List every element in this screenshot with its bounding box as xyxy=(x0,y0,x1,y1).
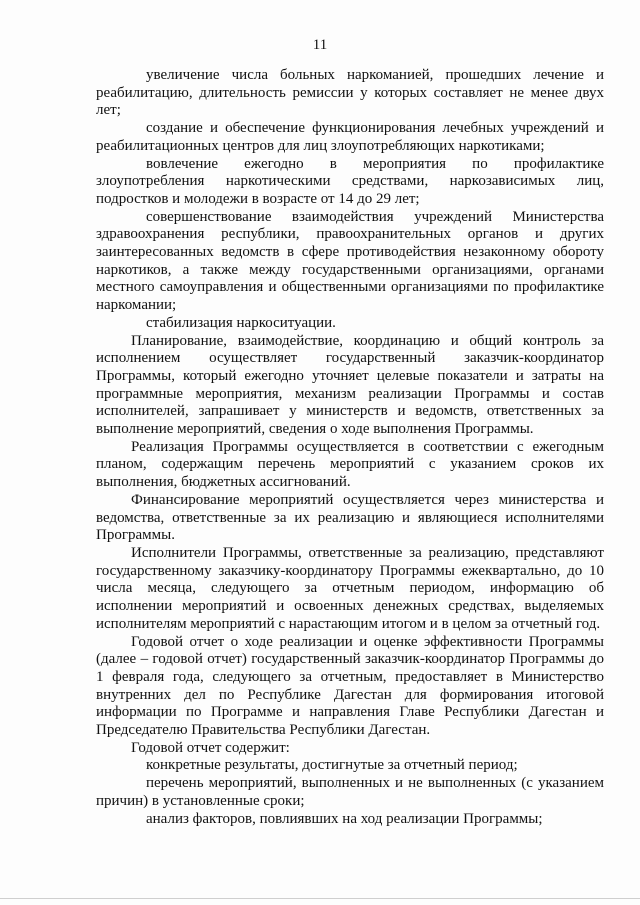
paragraph: конкретные результаты, достигнутые за отчетный период; xyxy=(146,757,518,774)
paragraph: Реализация Программы осуществляется в соответствии с ежегодным планом, содержащим перечень мероприятий с указанием сроков их выполнения, бюджетных ассигнований. xyxy=(96,438,604,491)
paragraph: создание и обеспечение функционирования лечебных учреждений и реабилитационных центров для лиц злоупотребляющих наркотиками; xyxy=(96,120,604,154)
page-number: 11 xyxy=(312,37,328,53)
document-body xyxy=(96,67,604,828)
paragraph: Годовой отчет содержит: xyxy=(131,739,290,756)
paragraph: перечень мероприятий, выполненных и не выполненных (с указанием причин) в установленные сроки; xyxy=(96,775,604,809)
paragraph: Исполнители Программы, ответственные за реализацию, представляют государственному заказчику-координатору Программы ежеквартально, до 10 числа месяца, следующего за отчетным периодом, информацию об исполнении мероприятий и освоенных денежных средствах, выделяемых исполнителям мероприятий с нарастающим итогом и в целом за отчетный год. xyxy=(96,544,604,632)
paragraph: совершенствование взаимодействия учреждений Министерства здравоохранения республики, правоохранительных органов и других заинтересованных ведомств в сфере противодействия незаконному обороту наркотиков, а также между государственными организациями, органами местного самоуправления и общественными организациями по профилактике наркомании; xyxy=(96,208,604,314)
paragraph: анализ факторов, повлиявших на ход реализации Программы; xyxy=(146,810,543,827)
paragraph: Годовой отчет о ходе реализации и оценке эффективности Программы (далее – годовой отчет) государственный заказчик-координатор Программы до 1 февраля года, следующего за отчетным, предоставляет в Министерство внутренних дел по Республике Дагестан для формирования итоговой информации по Программе и направления Главе Республики Дагестан и Председателю Правительства Республики Дагестан. xyxy=(96,633,604,739)
paragraph: Финансирование мероприятий осуществляется через министерства и ведомства, ответственные за их реализацию и являющиеся исполнителями Программы. xyxy=(96,491,604,544)
paragraph: вовлечение ежегодно в мероприятия по профилактике злоупотребления наркотическими средствами, наркозависимых лиц, подростков и молодежи в возрасте от 14 до 29 лет; xyxy=(96,155,604,207)
paragraph: увеличение числа больных наркоманией, прошедших лечение и реабилитацию, длительность ремиссии у которых составляет не менее двух лет; xyxy=(96,67,604,119)
paragraph: стабилизация наркоситуации. xyxy=(146,314,336,331)
scan-edge-line xyxy=(0,898,640,899)
paragraph: Планирование, взаимодействие, координацию и общий контроль за исполнением осуществляет государственный заказчик-координатор Программы, который ежегодно уточняет целевые показатели и затраты на программные мероприятия, механизм реализации Программы и состав исполнителей, запрашивает у министерств и ведомств, ответственных за выполнение мероприятий, сведения о ходе выполнения Программы. xyxy=(96,332,604,438)
